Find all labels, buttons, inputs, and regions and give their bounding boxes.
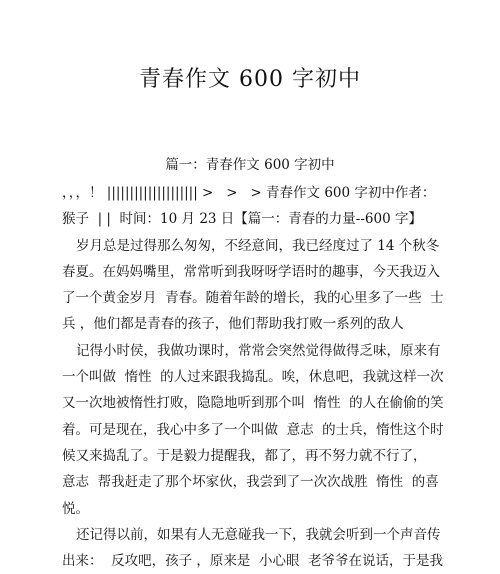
text-line: 又一次地被惰性打败，隐隐地听到那个叫 惰性 的人在偷偷的笑 [62,395,444,412]
text-line: 着。可是现在，我心中多了一个叫做 意志 的士兵，惰性这个时 [62,421,444,438]
text-line: 还记得以前，如果有人无意碰我一下，我就会听到一个声音传 [76,526,441,543]
text-line: 出来： 反攻吧，孩子 ，原来是 小心眼 老爷爷在说话，于是我 [62,553,444,570]
text-line: 意志 帮我赶走了那个坏家伙，我尝到了一次次战胜 惰性 的喜 [62,474,439,491]
text-line: 兵 ，他们都是青春的孩子，他们帮助我打败一系列的敌人 [62,316,404,333]
text-line: 岁月总是过得那么匆匆，不经意间，我已经度过了 14 个秋冬 [76,237,440,254]
text-line: ，，，！ |||||||||||||||||||| > > > 青春作文 600 字初中作者： [62,185,436,201]
text-line: 记得小时侯，我做功课时，常常会突然觉得做得乏味，原来有 [76,342,441,359]
text-line: 候又来捣乱了。于是毅力提醒我，都了，再不努力就不行了， [62,447,427,464]
text-line: 春夏。在妈妈嘴里，常常听到我呀呀学语时的趣事，今天我迈入 [62,263,440,280]
text-line: 了一个黄金岁月 青春。随着年龄的增长，我的心里多了一些 士 [62,290,444,307]
section-heading: 篇一：青春作文 600 字初中 [165,157,335,173]
text-line: 猴子 | | 时间：10 月 23 日【篇一：青春的力量--600 字】 [62,211,422,228]
body-text [62,180,452,574]
document-title: 青春作文 600 字初中 [139,67,361,92]
text-line: 一个叫做 惰性 的人过来跟我捣乱。唉，休息吧，我就这样一次 [62,369,444,386]
text-line: 悦。 [62,500,89,517]
